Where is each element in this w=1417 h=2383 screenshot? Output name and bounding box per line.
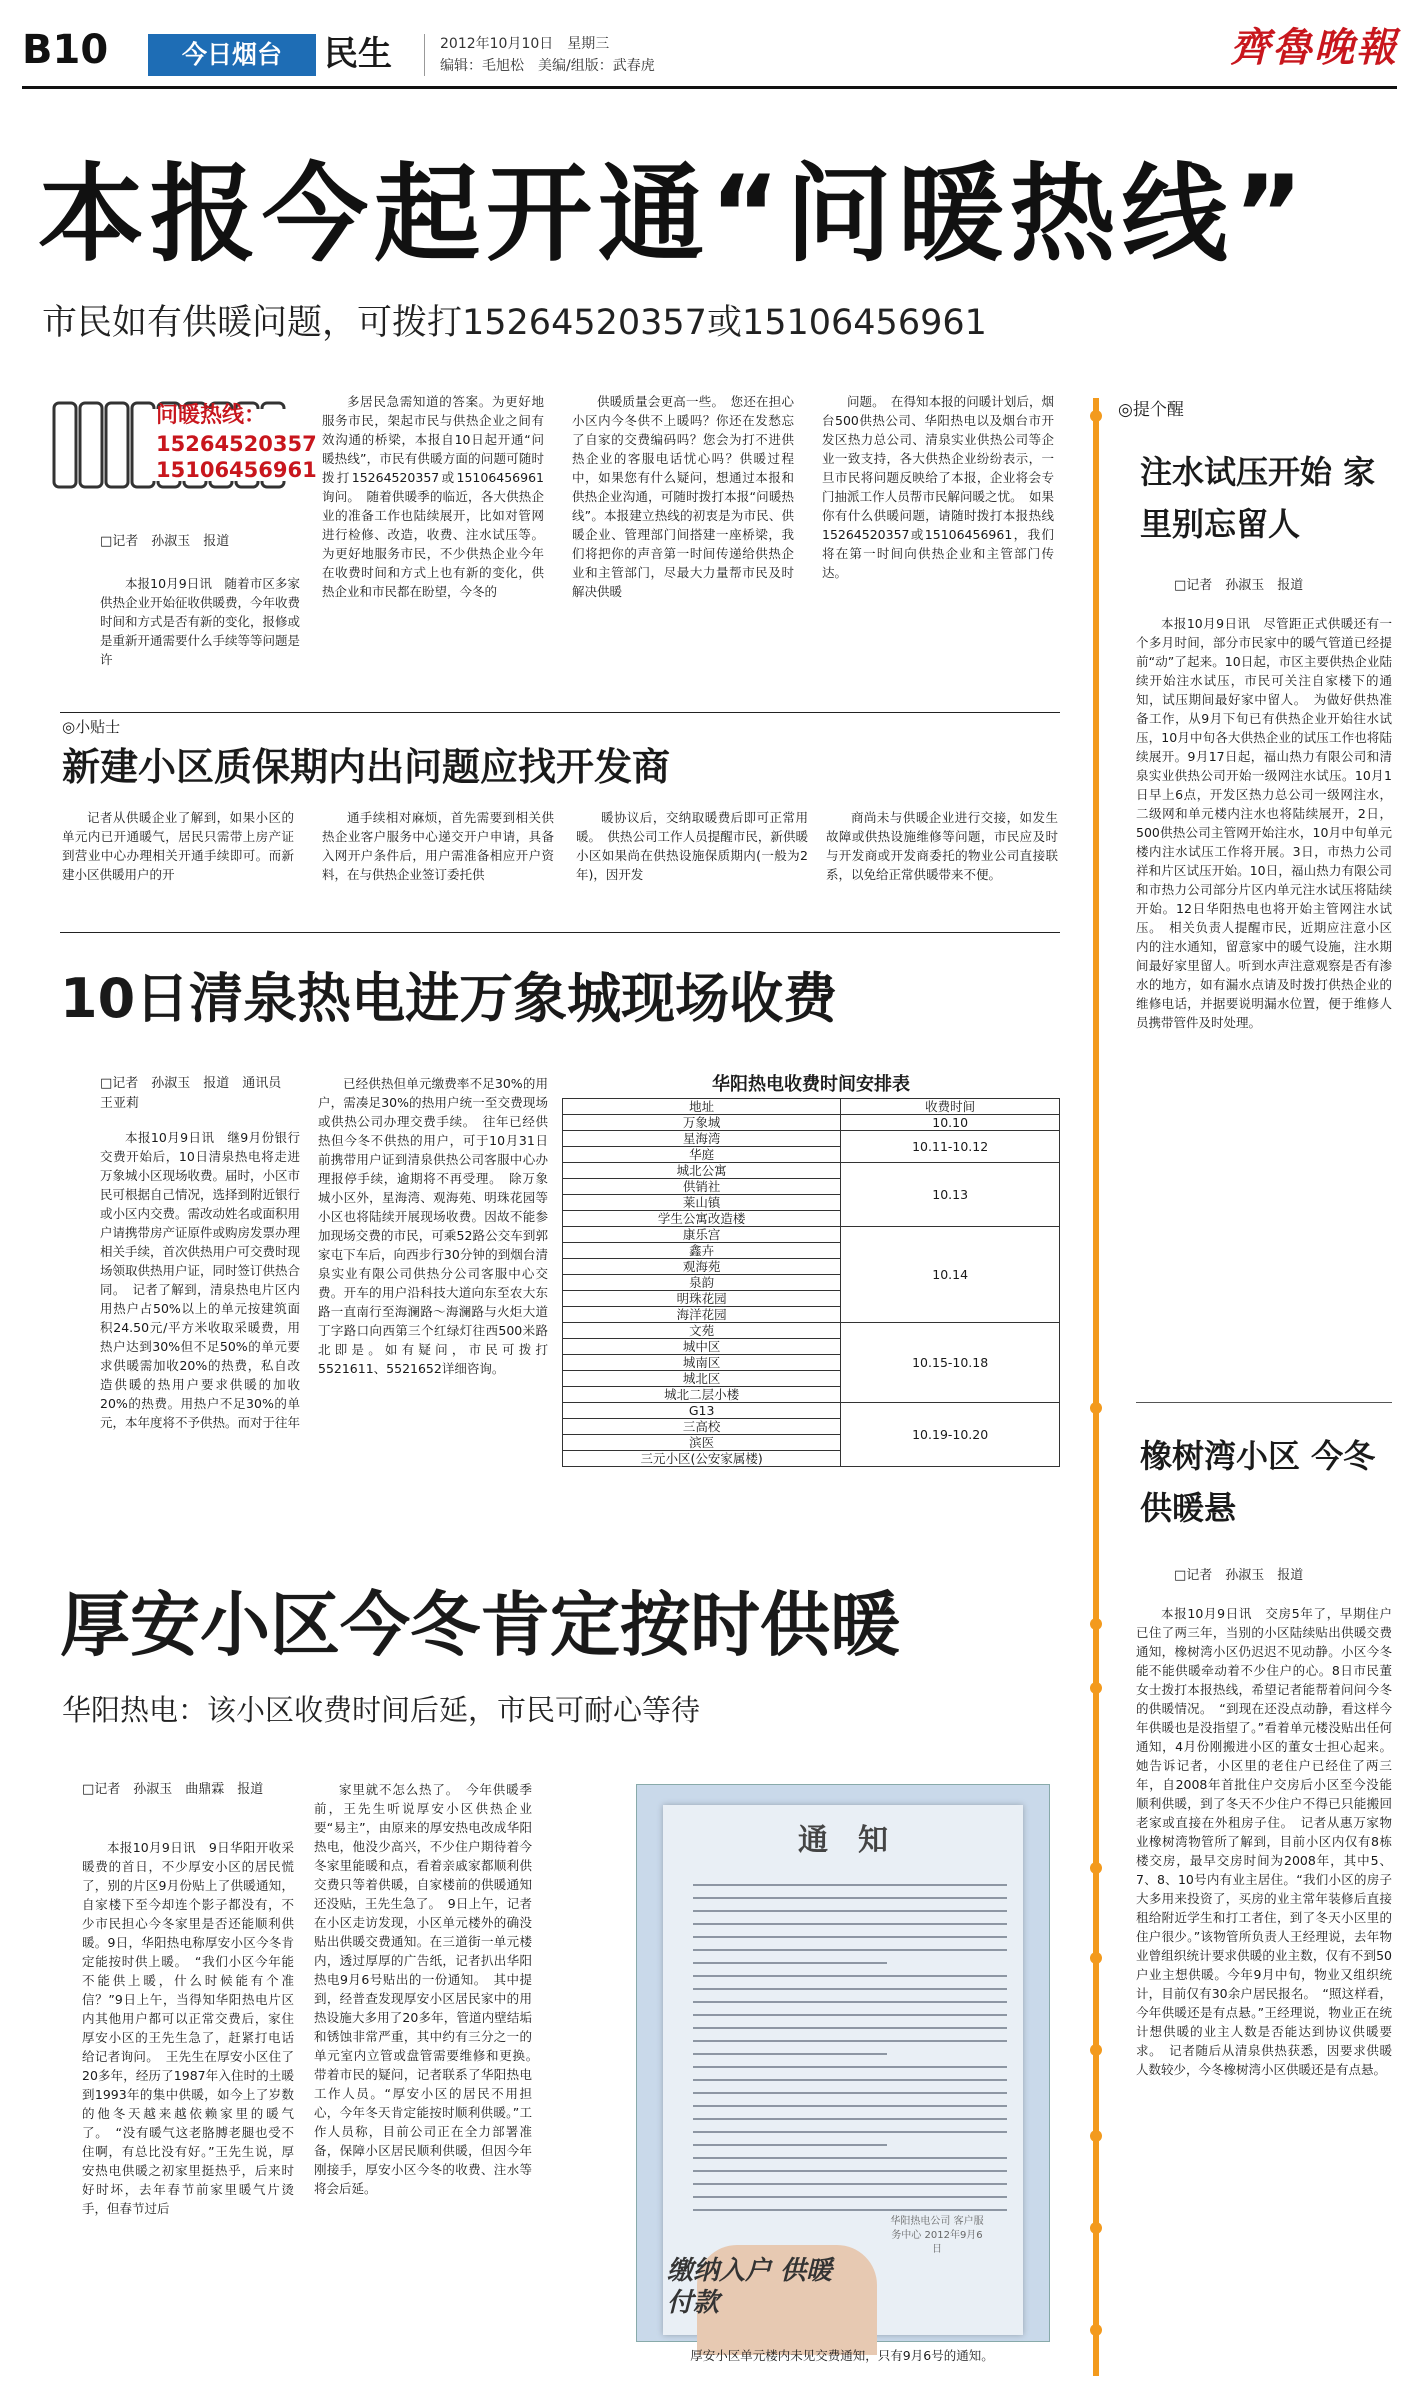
notice-photo <box>636 1784 1050 2342</box>
section-name: 民生 <box>324 34 392 74</box>
fee-table-address: 城中区 <box>563 1339 841 1355</box>
fee-table-address: 文苑 <box>563 1323 841 1339</box>
fee-table-address: 城北公寓 <box>563 1163 841 1179</box>
houan-subhead: 华阳热电：该小区收费时间后延，市民可耐心等待 <box>62 1693 701 1727</box>
newspaper-logo: 齊魯晚報 <box>1230 24 1398 71</box>
masthead-rule <box>22 86 1397 89</box>
houan-byline: □记者 孙淑玉 曲鼎霖 报道 <box>82 1782 264 1797</box>
fee-table-address: 城北区 <box>563 1371 841 1387</box>
lead-col-1: 本报10月9日讯 随着市区多家供热企业开始征收供暖费，今年收费时间和方式是否有新的变化，报修或是重新开通需要什么手续等等问题是许 <box>100 576 301 667</box>
fee-table-address: 三元小区(公安家属楼) <box>563 1451 841 1467</box>
editor-credit: 编辑：毛旭松 美编/组版：武春虎 <box>440 58 655 74</box>
fee-table-address: 学生公寓改造楼 <box>563 1211 841 1227</box>
tip-headline: 新建小区质保期内出问题应找开发商 <box>62 745 671 789</box>
fee-table-row <box>563 1227 1060 1243</box>
tip-col-2: 通手续相对麻烦，首先需要到相关供热企业客户服务中心递交开户申请，具备入网开户条件后，用户需准备相应开户资料，在与供热企业签订委托供 <box>322 810 554 882</box>
hotline-number-2: 15106456961 <box>156 458 317 482</box>
notice-signer: 华阳热电公司 客户服务中心 2012年9月6日 <box>890 2216 984 2255</box>
fee-table-time: 10.11-10.12 <box>841 1131 1060 1163</box>
fee-table-time: 10.10 <box>841 1115 1060 1131</box>
fee-table-title: 华阳热电收费时间安排表 <box>712 1074 910 1095</box>
fee-table-address: 滨医 <box>563 1435 841 1451</box>
fee-table-address: G13 <box>563 1403 841 1419</box>
sidebar-dot <box>1090 1682 1102 1694</box>
sidebar-story-1-byline: □记者 孙淑玉 报道 <box>1174 578 1304 593</box>
fee-schedule-table <box>562 1072 1060 1467</box>
fee-table-address: 泉韵 <box>563 1275 841 1291</box>
lead-byline: □记者 孙淑玉 报道 <box>100 534 230 549</box>
lead-col-3: 供暖质量会更高一些。 您还在担心小区内今冬供不上暖吗？你还在发愁忘了自家的交费编码吗？您会为打不进供热企业的客服电话忧心吗？供暖过程中，如果您有什么疑问，想通过本报和供热企业沟通，可随时拨打本报“问暖热线”。本报建立热线的初衷是为市民、供暖企业、管理部门间搭建一座桥梁，我们将把你的声音第一时间传递给供热企业和主管部门，尽最大力量帮市民及时解决供暖 <box>572 394 794 599</box>
sidebar-kicker: ◎提个醒 <box>1118 400 1184 420</box>
fee-table-address: 华庭 <box>563 1147 841 1163</box>
houan-headline: 厚安小区今冬肯定按时供暖 <box>60 1584 900 1666</box>
fee-table-address: 康乐宫 <box>563 1227 841 1243</box>
fee-table-address: 海洋花园 <box>563 1307 841 1323</box>
wanxiang-headline: 10日清泉热电进万象城现场收费 <box>60 967 838 1030</box>
sidebar-dot <box>1090 2044 1102 2056</box>
sidebar-dot <box>1090 2130 1102 2142</box>
sidebar-story-1-title: 注水试压开始 家里别忘留人 <box>1140 453 1376 543</box>
fee-table-header: 收费时间 <box>841 1099 1060 1115</box>
masthead <box>0 0 1417 88</box>
fee-table-header: 地址 <box>563 1099 841 1115</box>
fee-table-address: 明珠花园 <box>563 1291 841 1307</box>
sidebar-dot <box>1090 1952 1102 1964</box>
tip-col-1: 记者从供暖企业了解到，如果小区的单元内已开通暖气，居民只需带上房产证到营业中心办理相关开通手续即可。而新建小区供暖用户的开 <box>62 810 294 882</box>
lead-col-2: 多居民急需知道的答案。为更好地服务市民，架起市民与供热企业之间有效沟通的桥梁，本报自10日起开通“问暖热线”，市民有供暖方面的问题可随时拨打15264520357或15106456961询问。 随着供暖季的临近，各大供热企业的准备工作也陆续展开，比如对管网进行检修、改造，收费、注水试压等。为更好地服务市民，不少供热企业今年在收费时间和方式上也有新的变化，供热企业和市民都在盼望，今冬的 <box>322 394 544 599</box>
tip-kicker: ◎小贴士 <box>62 718 121 736</box>
sidebar-dot <box>1090 1402 1102 1414</box>
fee-table-time: 10.14 <box>841 1227 1060 1323</box>
sidebar-dot <box>1090 1618 1102 1630</box>
houan-col-1: 本报10月9日讯 9日华阳开收采暖费的首日，不少厚安小区的居民慌了，别的片区9月份贴上了供暖通知，自家楼下至今却连个影子都没有，不少市民担心今冬家里是否还能顺利供暖。9日，华阳热电称厚安小区今冬肯定能按时供上暖。 “我们小区今年能不能供上暖，什么时候能有个准信？”9日上午，当得知华阳热电片区内其他用户都可以正常交费后，家住厚安小区的王先生急了，赶紧打电话给记者询问。 王先生在厚安小区住了20多年，经历了1987年入住时的土暖到1993年的集中供暖，如今上了岁数的他冬天越来越依赖家里的暖气了。 “没有暖气这老胳膊老腿也受不住啊，有总比没有好。”王先生说，厚安热电供暖之初家里挺热乎，后来时好时坏，去年春节前家里暖气片烫手，但春节过后 <box>82 1840 294 2216</box>
hotline-label: 问暖热线： <box>156 403 267 428</box>
lead-headline: 本报今起开通“问暖热线” <box>38 153 1310 276</box>
fee-table-address: 星海湾 <box>563 1131 841 1147</box>
sidebar-rule <box>1136 1402 1392 1403</box>
fee-table-time: 10.19-10.20 <box>841 1403 1060 1467</box>
tip-col-4: 商尚未与供暖企业进行交接，如发生故障或供热设施维修等问题，市民应及时与开发商或开发商委托的物业公司直接联系，以免给正常供暖带来不便。 <box>826 810 1058 882</box>
masthead-divider <box>424 34 425 76</box>
fee-table-address: 观海苑 <box>563 1259 841 1275</box>
fee-table-address: 鑫卉 <box>563 1243 841 1259</box>
fee-table-row <box>563 1323 1060 1339</box>
photo-caption: 厚安小区单元楼内未见交费通知，只有9月6号的通知。 <box>690 2348 994 2363</box>
lead-col-4: 问题。 在得知本报的问暖计划后，烟台500供热公司、华阳热电以及烟台市开发区热力总公司、清泉实业供热公司等企业一致支持，各大供热企业纷纷表示，一旦市民将问题反映给了本报，企业将会专门抽派工作人员帮市民解问暖之忧。 如果你有什么供暖问题，请随时拨打本报热线15264520357或15106456961，我们将在第一时间向供热企业和主管部门传达。 <box>822 394 1054 580</box>
wanxiang-col-1: 本报10月9日讯 继9月份银行交费开始后，10日清泉热电将走进万象城小区现场收费。届时，小区市民可根据自己情况，选择到附近银行或小区内交费。需改动姓名或面积用户请携带房产证原件或购房发票办理相关手续，首次供热用户可交费时现场领取供热用户证，同时签订供热合同。 记者了解到，清泉热电片区内用热户占50%以上的单元按建筑面积24.50元/平方米收取采暖费，用热户达到30%但不足50%的单元要求供暖需加收20%的热费，私自改造供暖的热用户要求供暖的加收20%的热费。用热户不足30%的单元，本年度将不予供热。而对于往年 <box>100 1130 301 1430</box>
hotline-graphic <box>52 395 317 495</box>
fee-table-address: 城北二层小楼 <box>563 1387 841 1403</box>
houan-col-2: 家里就不怎么热了。 今年供暖季前，王先生听说厚安小区供热企业要“易主”，由原来的厚安热电改成华阳热电，他没少高兴，不少住户期待着今冬家里能暖和点，看着亲戚家都顺利供交费只等着供暖，自家楼前的供暖通知还没贴，王先生急了。 9日上午，记者在小区走访发现，小区单元楼外的确没贴出供暖交费通知。在三道街一单元楼内，透过厚厚的广告纸，记者扒出华阳热电9月6号贴出的一份通知。 其中提到，经普查发现厚安小区居民家中的用热设施大多用了20多年，管道内壁结垢和锈蚀非常严重，其中约有三分之一的单元室内立管或盘管需要维修和更换。 带着市民的疑问，记者联系了华阳热电工作人员。“厚安小区的居民不用担心，今年冬天肯定能按时顺利供暖。”工作人员称，目前公司正在全力部署准备，保障小区居民顺利供暖，但因今年刚接手，厚安小区今冬的收费、注水等将会后延。 <box>314 1782 545 2196</box>
fee-table-time: 10.13 <box>841 1163 1060 1227</box>
issue-date: 2012年10月10日 星期三 <box>440 36 610 52</box>
sidebar-story-2-body: 本报10月9日讯 交房5年了，早期住户已住了两三年，当别的小区陆续贴出供暖交费通知，橡树湾小区仍迟迟不见动静。小区今冬能不能供暖牵动着不少住户的心。8日市民董女士拨打本报热线，希望记者能帮着问问今冬的供暖情况。 “到现在还没点动静，看这样今年供暖也是没指望了。”看着单元楼没贴出任何通知，4月份刚搬进小区的董女士担心起来。她告诉记者，小区里的老住户已经住了两三年，自2008年首批住户交房后小区至今没能顺利供暖，到了冬天不少住户不得已只能搬回老家或直接在外租房子住。 记者从惠万家物业橡树湾物管所了解到，目前小区内仅有8栋楼交房，最早交房时间为2008年，其中5、7、8、10号内有业主居住。“我们小区的房子大多用来投资了，买房的业主常年装修后直接租给附近学生和打工者住，到了冬天小区里的住户很少。”该物管所负责人王经理说，去年物业曾组织统计要求供暖的业主数，仅有不到50户业主想供暖。今年9月中旬，物业又组织统计，目前仅有30余户居民报名。 “照这样看，今年供暖还是有点悬。”王经理说，物业正在统计想供暖的业主人数是否能达到协议供暖要求。 记者随后从清泉供热获悉，因要求供暖人数较少，今冬橡树湾小区供暖还是有点悬。 <box>1136 1606 1392 2077</box>
sidebar-dot <box>1090 2222 1102 2234</box>
sidebar-story-2-byline: □记者 孙淑玉 报道 <box>1174 1568 1304 1583</box>
section-tag: 今日烟台 <box>148 34 316 76</box>
fee-table-row <box>563 1131 1060 1147</box>
fee-table-address: 供销社 <box>563 1179 841 1195</box>
hotline-number-1: 15264520357 <box>156 432 317 456</box>
fee-table-row <box>563 1403 1060 1419</box>
fee-table-address: 城南区 <box>563 1355 841 1371</box>
lead-subhead: 市民如有供暖问题，可拨打15264520357或15106456961 <box>42 303 987 343</box>
handwritten-note: 缴纳入户 供暖付款 <box>667 2256 833 2318</box>
fee-table-row <box>563 1115 1060 1131</box>
sidebar-dot <box>1090 410 1102 422</box>
notice-title: 通 知 <box>798 1823 888 1858</box>
sidebar-dots <box>1086 398 1106 2378</box>
sidebar-dot <box>1090 2324 1102 2336</box>
sidebar-story-2-title: 橡树湾小区 今冬供暖悬 <box>1140 1437 1376 1527</box>
sidebar-story-1-headline <box>1140 446 1400 550</box>
fee-table-time: 10.15-10.18 <box>841 1323 1060 1403</box>
section-rule <box>60 932 1060 933</box>
sidebar-story-1-body: 本报10月9日讯 尽管距正式供暖还有一个多月时间，部分市民家中的暖气管道已经提前“动”了起来。10日起，市区主要供热企业陆续开始注水试压，市民可关注自家楼下的通知，试压期间最好家中留人。 为做好供热准备工作，从9月下旬已有供热企业开始往水试压，10月中旬各大供热企业的试压工作也将陆续展开。9月17日起，福山热力有限公司和清泉实业供热公司开始一级网注水试压。10月1日早上6点，开发区热力总公司一级网注水，二级网和单元楼内注水也将陆续展开，2日，500供热公司主管网开始注水，10月中旬单元楼内注水试压工作将开展。3日，市热力公司祥和片区试压开始。10日，福山热力有限公司和市热力公司部分片区内单元注水试压将陆续开始。12日华阳热电也将开始主管网注水试压。 相关负责人提醒市民，近期应注意小区内的注水通知，留意家中的暖气设施，注水期间最好家里留人。听到水声注意观察是否有渗水的地方，如有漏水点请及时拨打供热企业的维修电话，并据要说明漏水位置，便于维修人员携带管件及时处理。 <box>1136 616 1392 1030</box>
section-rule <box>60 712 1060 713</box>
fee-table-row <box>563 1163 1060 1179</box>
fee-table-address: 三高校 <box>563 1419 841 1435</box>
sidebar-dot <box>1090 1862 1102 1874</box>
page-number: B10 <box>22 27 109 73</box>
sidebar-story-2-headline <box>1140 1430 1400 1534</box>
wanxiang-col-2: 已经供热但单元缴费率不足30%的用户，需凑足30%的热用户统一至交费现场或供热公司办理交费手续。 往年已经供热但今冬不供热的用户，可于10月31日前携带用户证到清泉供热公司客服中心办理报停手续，逾期将不再受理。 除万象城小区外，星海湾、观海苑、明珠花园等小区也将陆续开展现场收费。因故不能参加现场交费的市民，可乘52路公交车到郭家屯下车后，向西步行30分钟的到烟台清泉实业有限公司供热分公司客服中心交费。开车的用户沿科技大道向东至农大东路一直南行至海澜路～海澜路与火炬大道丁字路口向西第三个红绿灯往西500米路北即是。如有疑问，市民可拨打5521611、5521652详细咨询。 <box>318 1076 548 1376</box>
fee-table-address: 万象城 <box>563 1115 841 1131</box>
tip-col-3: 暖协议后，交纳取暖费后即可正常用暖。 供热公司工作人员提醒市民，新供暖小区如果尚在供热设施保质期内(一般为2年)，因开发 <box>576 810 808 882</box>
wanxiang-byline: □记者 孙淑玉 报道 通讯员 王亚莉 <box>100 1076 295 1111</box>
fee-table-address: 莱山镇 <box>563 1195 841 1211</box>
